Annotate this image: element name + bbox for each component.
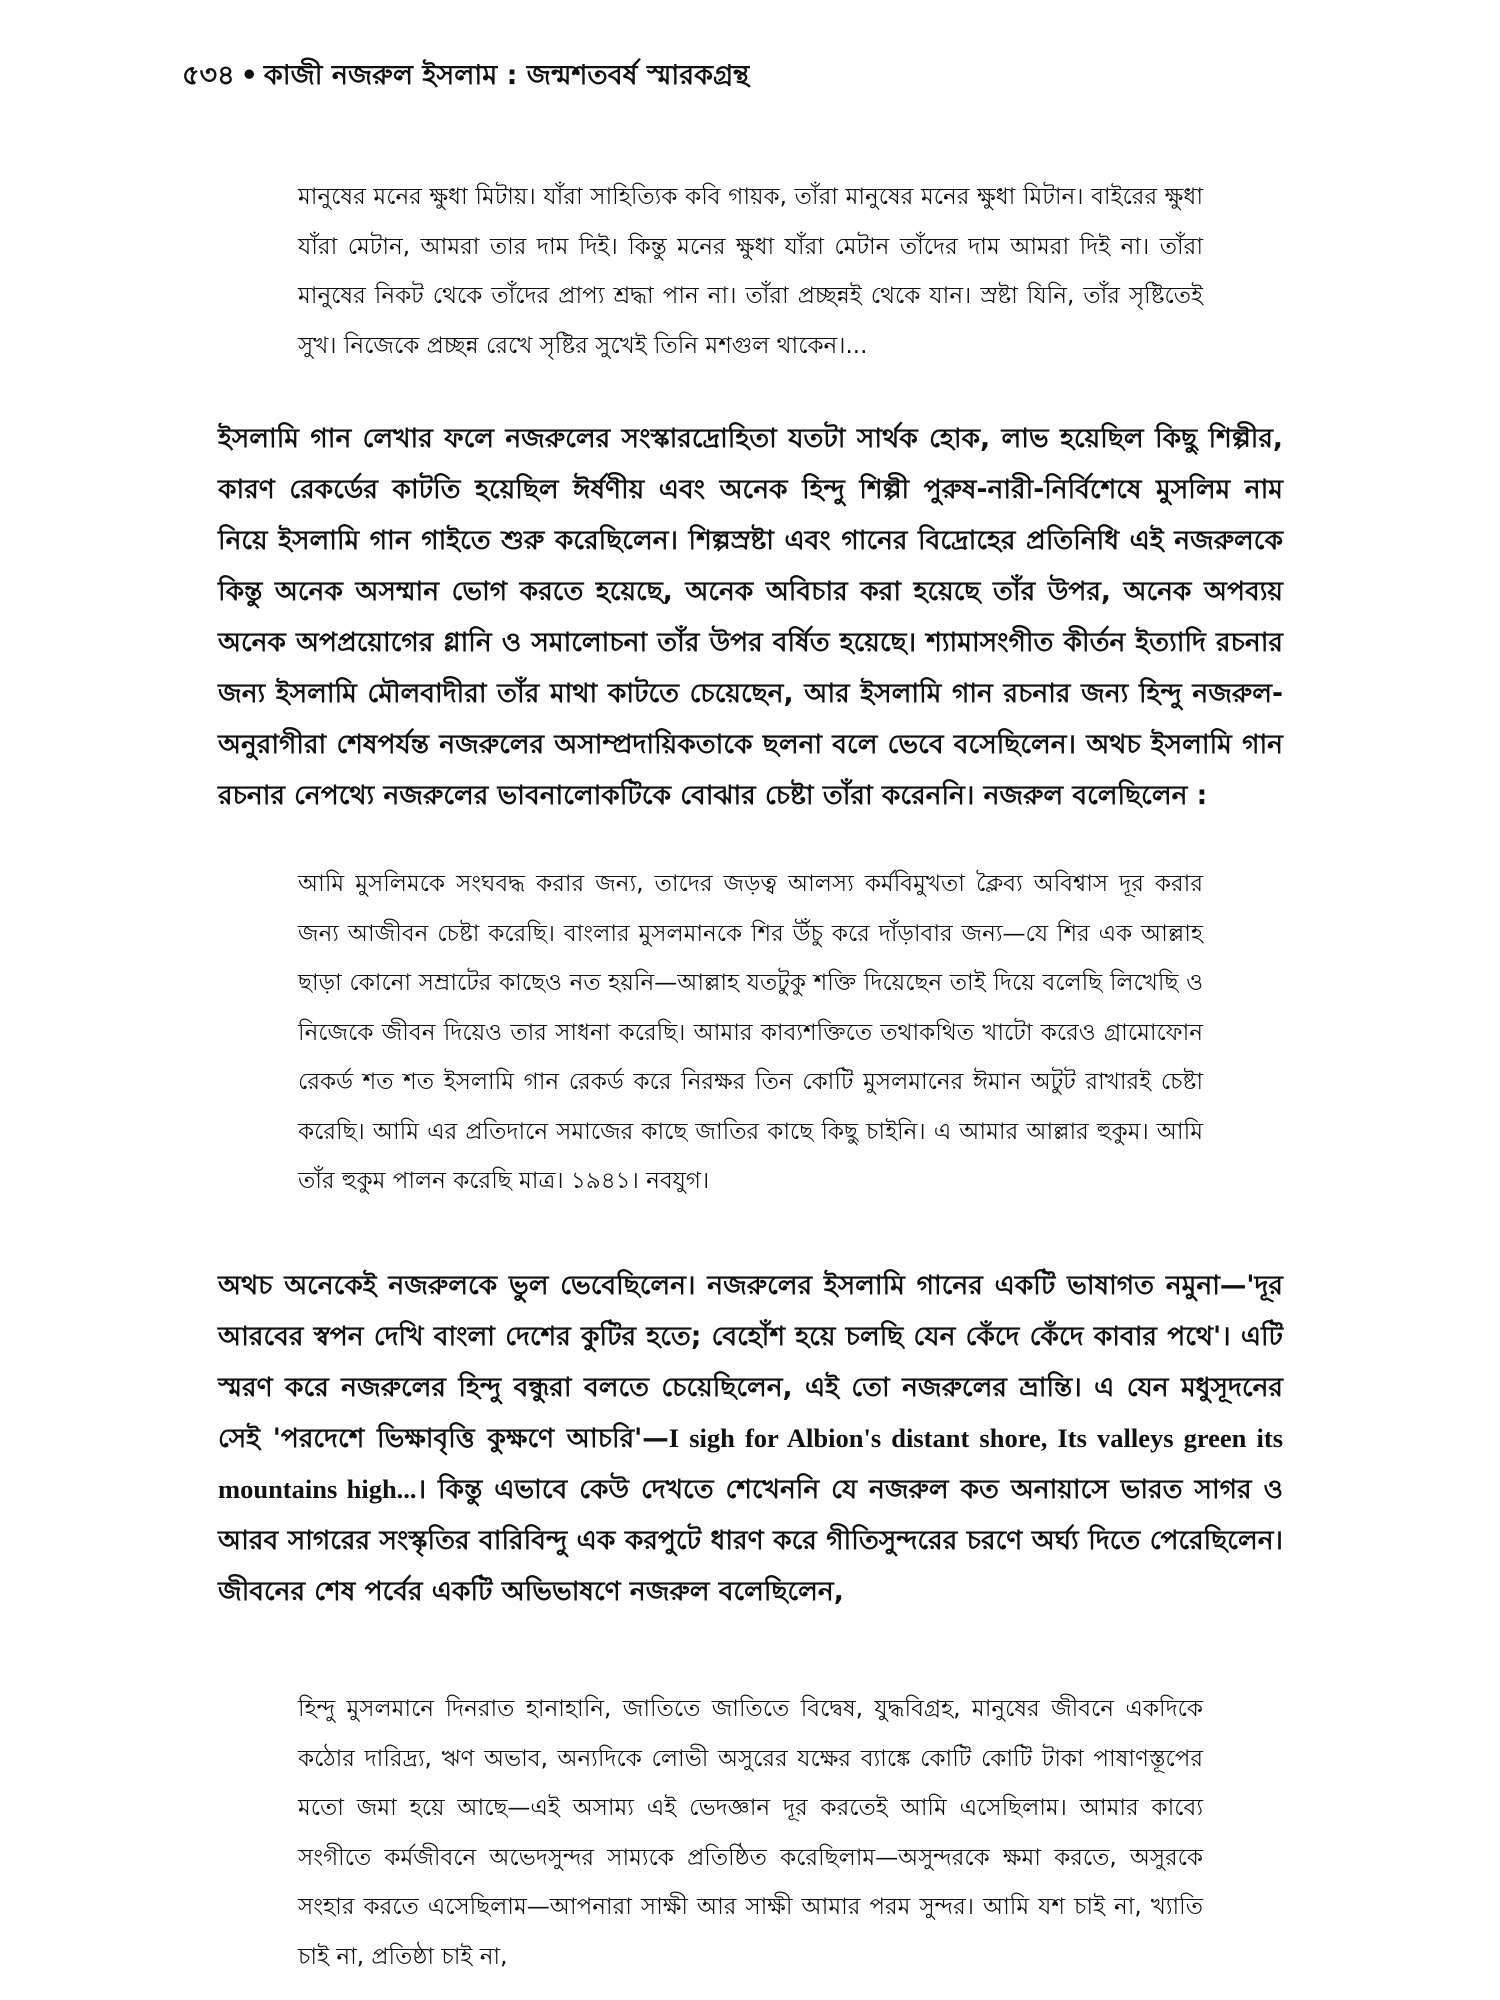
- header-bullet: •: [240, 60, 258, 91]
- running-header: [182, 58, 1332, 94]
- block-quote-2: আমি মুসলিমকে সংঘবদ্ধ করার জন্য, তাদের জড়ত্ব আলস্য কর্মবিমুখতা ক্লৈব্য অবিশ্বাস দূর করার জন্য আজীবন চেষ্টা করেছি। বাংলার মুসলমানকে শির উঁচু করে দাঁড়াবার জন্য—যে শির এক আল্লাহ ছাড়া কোনো সম্রাটের কাছেও নত হয়নি—আল্লাহ যতটুকু শক্তি দিয়েছেন তাই দিয়ে বলেছি লিখেছি ও নিজেকে জীবন দিয়েও তার সাধনা করেছি। আমার কাব্যশক্তিতে তথাকথিত খাটো করেও গ্রামোফোন রেকর্ড শত শত ইসলামি গান রেকর্ড করে নিরক্ষর তিন কোটি মুসলমানের ঈমান অটুট রাখারই চেষ্টা করেছি। আমি এর প্রতিদানে সমাজের কাছে জাতির কাছে কিছু চাইনি। এ আমার আল্লার হুকুম। আমি তাঁর হুকুম পালন করেছি মাত্র। ১৯৪১। নবযুগ।: [298, 871, 1203, 1194]
- body-paragraph-2: [218, 1260, 1283, 1617]
- page-number: ৫৩৪: [182, 60, 235, 91]
- block-quote-3: হিন্দু মুসলমানে দিনরাত হানাহানি, জাতিতে জাতিতে বিদ্বেষ, যুদ্ধবিগ্রহ, মানুষের জীবনে একদিকে কঠোর দারিদ্র্য, ঋণ অভাব, অন্যদিকে লোভী অসুরের যক্ষের ব্যাঙ্কে কোটি কোটি টাকা পাষাণস্তূপের মতো জমা হয়ে আছে—এই অসাম্য এই ভেদজ্ঞান দূর করতেই আমি এসেছিলাম। আমার কাব্যে সংগীতে কর্মজীবনে অভেদসুন্দর সাম্যকে প্রতিষ্ঠিত করেছিলাম—অসুন্দরকে ক্ষমা করতে, অসুরকে সংহার করতে এসেছিলাম—আপনারা সাক্ষী আর সাক্ষী আমার পরম সুন্দর। আমি যশ চাই না, খ্যাতি চাই না, প্রতিষ্ঠা চাই না,: [298, 1696, 1203, 1970]
- book-title: কাজী নজরুল ইসলাম : জন্মশতবর্ষ স্মারকগ্রন্থ: [263, 60, 750, 91]
- paragraph-2-part-2: । কিন্তু এভাবে কেউ দেখতে শেখেননি যে নজরুল কত অনায়াসে ভারত সাগর ও আরব সাগরের সংস্কৃতির বারিবিন্দু এক করপুটে ধারণ করে গীতিসুন্দরের চরণে অর্ঘ্য দিতে পেরেছিলেন। জীবনের শেষ পর্বের একটি অভিভাষণে নজরুল বলেছিলেন,: [218, 1474, 1283, 1607]
- english-poem-quote: I sigh for Albion's distant shore, Its valleys green its mountains high...: [218, 1423, 1284, 1504]
- paragraph-2-part-1: অথচ অনেকেই নজরুলকে ভুল ভেবেছিলেন। নজরুলের ইসলামি গানের একটি ভাষাগত নমুনা—'দূর আরবের স্বপন দেখি বাংলা দেশের কুটির হতে; বেহোঁশ হয়ে চলছি যেন কেঁদে কেঁদে কাবার পথে'। এটি স্মরণ করে নজরুলের হিন্দু বন্ধুরা বলতে চেয়েছিলেন, এই তো নজরুলের ভ্রান্তি। এ যেন মধুসূদনের সেই 'পরদেশে ভিক্ষাবৃত্তি কুক্ষণে আচরি'—: [218, 1270, 1283, 1454]
- body-paragraph-1: ইসলামি গান লেখার ফলে নজরুলের সংস্কারদ্রোহিতা যতটা সার্থক হোক, লাভ হয়েছিল কিছু শিল্পীর, কারণ রেকর্ডের কাটতি হয়েছিল ঈর্ষণীয় এবং অনেক হিন্দু শিল্পী পুরুষ-নারী-নির্বিশেষে মুসলিম নাম নিয়ে ইসলামি গান গাইতে শুরু করেছিলেন। শিল্পস্রষ্টা এবং গানের বিদ্রোহের প্রতিনিধি এই নজরুলকে কিন্তু অনেক অসম্মান ভোগ করতে হয়েছে, অনেক অবিচার করা হয়েছে তাঁর উপর, অনেক অপব্যয় অনেক অপপ্রয়োগের গ্লানি ও সমালোচনা তাঁর উপর বর্ষিত হয়েছে। শ্যামাসংগীত কীর্তন ইত্যাদি রচনার জন্য ইসলামি মৌলবাদীরা তাঁর মাথা কাটতে চেয়েছেন, আর ইসলামি গান রচনার জন্য হিন্দু নজরুল-অনুরাগীরা শেষপর্যন্ত নজরুলের অসাম্প্রদায়িকতাকে ছলনা বলে ভেবে বসেছিলেন। অথচ ইসলামি গান রচনার নেপথ্যে নজরুলের ভাবনালোকটিকে বোঝার চেষ্টা তাঁরা করেননি। নজরুল বলেছিলেন :: [218, 423, 1283, 811]
- block-quote-1: মানুষের মনের ক্ষুধা মিটায়। যাঁরা সাহিত্যিক কবি গায়ক, তাঁরা মানুষের মনের ক্ষুধা মিটান। বাইরের ক্ষুধা যাঁরা মেটান, আমরা তার দাম দিই। কিন্তু মনের ক্ষুধা যাঁরা মেটান তাঁদের দাম আমরা দিই না। তাঁরা মানুষের নিকট থেকে তাঁদের প্রাপ্য শ্রদ্ধা পান না। তাঁরা প্রচ্ছন্নই থেকে যান। স্রষ্টা যিনি, তাঁর সৃষ্টিতেই সুখ। নিজেকে প্রচ্ছন্ন রেখে সৃষ্টির সুখেই তিনি মশগুল থাকেন।...: [298, 184, 1203, 359]
